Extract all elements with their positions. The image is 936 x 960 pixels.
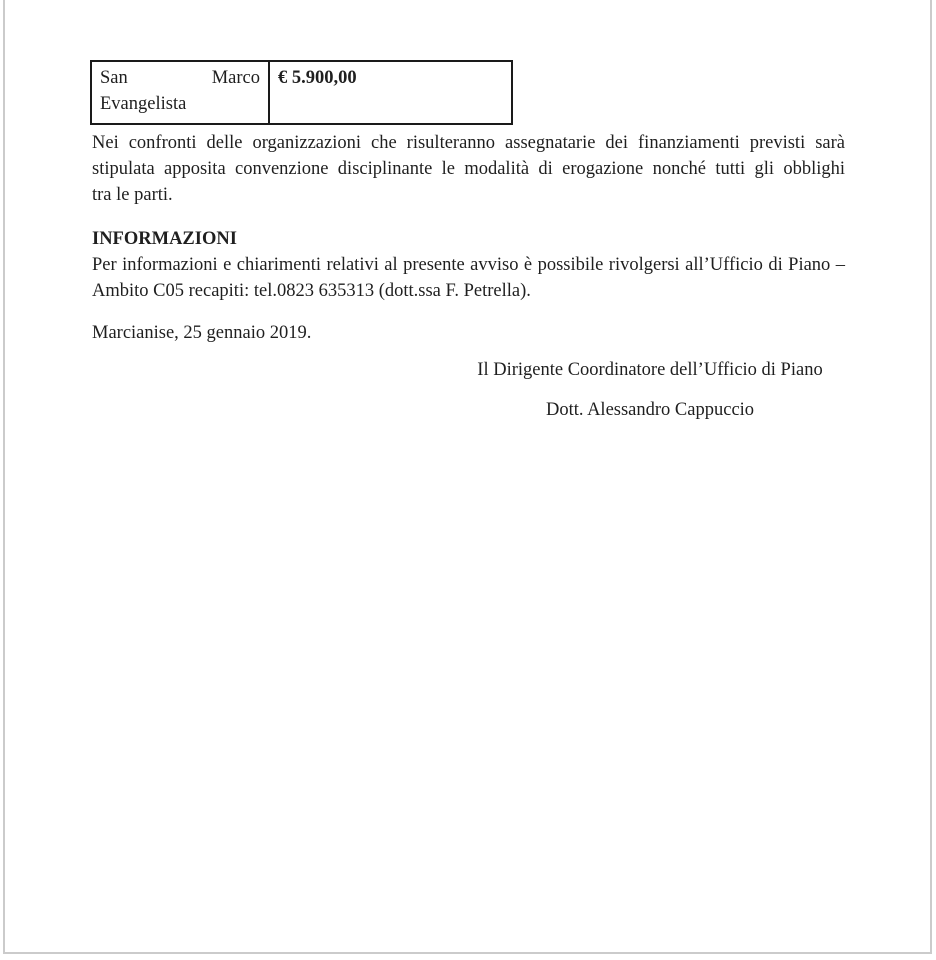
paragraph-informazioni-line2: Ambito C05 recapiti: tel.0823 635313 (dott.ssa F. Petrella). [92, 281, 531, 301]
signature-name: Dott. Alessandro Cappuccio [545, 400, 755, 420]
amount-value: € 5.900,00 [278, 68, 357, 88]
paragraph-convenzione-line2: stipulata apposita convenzione disciplinante le modalità di erogazione nonché tutti gli obblighi [92, 159, 845, 179]
signature-title: Il Dirigente Coordinatore dell’Ufficio di Piano [477, 360, 823, 380]
paragraph-informazioni [92, 252, 845, 304]
paragraph-convenzione-line1: Nei confronti delle organizzazioni che risulteranno assegnatarie dei finanziamenti previsti sarà [92, 133, 845, 153]
document-page [92, 60, 845, 423]
funding-table-amount-cell [270, 62, 511, 123]
paragraph-informazioni-line1: Per informazioni e chiarimenti relativi al presente avviso è possibile rivolgersi all’Ufficio di Piano – [92, 255, 845, 275]
org-cell-line2: Evangelista [100, 94, 187, 114]
org-cell-line1: San Marco [100, 68, 260, 88]
funding-table-org-cell [92, 62, 270, 123]
signature-block [455, 357, 845, 423]
paragraph-convenzione-line3: tra le parti. [92, 185, 173, 205]
date-line: Marcianise, 25 gennaio 2019. [92, 323, 312, 343]
informazioni-heading: INFORMAZIONI [92, 229, 237, 249]
paragraph-convenzione [92, 130, 845, 208]
funding-table [90, 60, 513, 125]
